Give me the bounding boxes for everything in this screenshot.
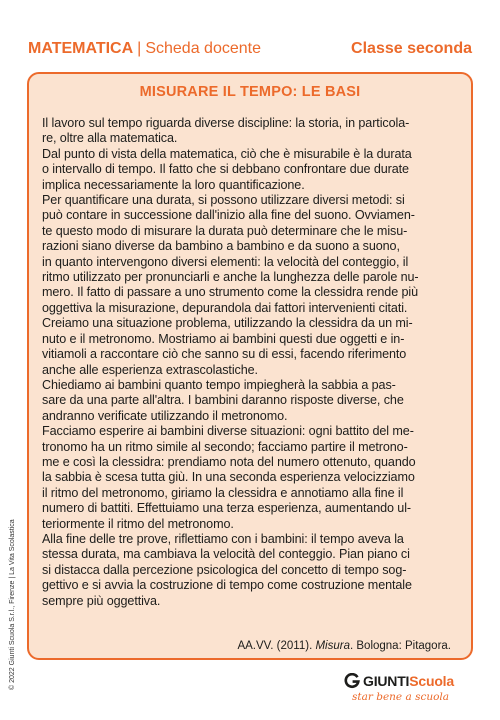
header-subject-group: [28, 40, 261, 58]
text-line: Alla fine delle tre prove, riflettiamo con i bambini: il tempo aveva la: [42, 531, 404, 546]
text-line: il ritmo del metronomo, giriamo la clessidra e annotiamo alla fine il: [42, 485, 404, 500]
card-body: [42, 116, 458, 609]
copyright-notice: © 2022 Giunti Scuola S.r.l., Firenze | La Vita Scolastica: [9, 519, 16, 690]
text-line: te questo modo di misurare la durata può determinare che le misu-: [42, 223, 408, 238]
text-line: si distacca dalla percezione psicologica del concetto di tempo sog-: [42, 562, 407, 577]
reference-work: Misura: [315, 640, 350, 652]
card-title: MISURARE IL TEMPO: LE BASI: [139, 84, 361, 100]
text-line: oggettiva la misurazione, depurandola dai fattori intervenienti citati.: [42, 300, 408, 315]
text-line: può contare in successione dall'inizio alla fine del suono. Ovviamen-: [42, 208, 415, 223]
text-line: mero. Il fatto di passare a uno strumento come la clessidra rende più: [42, 285, 419, 300]
reference-authors: AA.VV. (2011).: [237, 640, 316, 652]
text-line: razioni siano diverse da bambino a bambino e da suono a suono,: [42, 239, 400, 254]
text-line: la sabbia è scesa tutta giù. In una seconda esperienza velocizziamo: [42, 470, 415, 485]
text-line: Facciamo esperire ai bambini diverse situazioni: ogni battito del me-: [42, 424, 414, 439]
text-line: stessa durata, ma cambiava la velocità del conteggio. Pian piano ci: [42, 547, 410, 562]
text-line: sempre più oggettiva.: [42, 593, 161, 608]
sheet-type-label: Scheda docente: [145, 40, 261, 57]
text-line: o intervallo di tempo. Il fatto che si debbano confrontare due durate: [42, 162, 409, 177]
text-line: andranno verificate utilizzando il metronomo.: [42, 408, 288, 423]
giunti-scuola-logo: [344, 672, 474, 712]
text-line: ritmo utilizzato per pronunciarli e anche la lunghezza delle parole nu-: [42, 270, 419, 285]
text-line: Dal punto di vista della matematica, ciò che è misurabile è la durata: [42, 146, 412, 161]
reference-publisher: . Bologna: Pitagora.: [349, 640, 451, 652]
text-line: anche alle esperienza extrascolastiche.: [42, 362, 258, 377]
logo-brand-main: GIUNTI: [363, 673, 410, 689]
giunti-g-icon: [344, 673, 360, 689]
text-line: tronomo ha un ritmo simile al secondo; facciamo partire il metrono-: [42, 439, 408, 454]
text-line: re, oltre alla matematica.: [42, 131, 178, 146]
content-card: [27, 72, 473, 660]
text-line: nuto e il metronomo. Mostriamo ai bambini questi due oggetti e in-: [42, 331, 405, 346]
logo-tagline: star bene a scuola: [352, 691, 450, 703]
page-header: [28, 40, 472, 62]
header-separator: |: [137, 40, 142, 57]
text-line: implica necessariamente la loro quantificazione.: [42, 177, 305, 192]
text-line: me e così la clessidra: prendiamo nota del numero ottenuto, quando: [42, 454, 416, 469]
logo-brand-text: [363, 673, 454, 689]
logo-brand-accent: Scuola: [409, 673, 454, 689]
subject-label: MATEMATICA: [28, 40, 134, 57]
text-line: Per quantificare una durata, si possono utilizzare diversi metodi: si: [42, 193, 405, 208]
text-line: Chiediamo ai bambini quanto tempo impiegherà la sabbia a pas-: [42, 377, 396, 392]
bibliographic-reference: [237, 640, 451, 652]
text-line: Il lavoro sul tempo riguarda diverse discipline: la storia, in particola-: [42, 116, 410, 130]
text-line: teriormente il ritmo del metronomo.: [42, 516, 234, 531]
text-line: Creiamo una situazione problema, utilizzando la clessidra da un mi-: [42, 316, 413, 331]
text-line: gettivo e si avvia la costruzione di tempo come costruzione mentale: [42, 578, 412, 593]
text-line: numero di battiti. Effettuiamo una terza esperienza, aumentando ul-: [42, 501, 412, 516]
text-line: in quanto intervengono diversi elementi: la velocità del conteggio, il: [42, 254, 409, 269]
text-line: vitiamoli a raccontare ciò che sanno su di essi, facendo riferimento: [42, 347, 407, 362]
text-line: sare da una parte all'altra. I bambini daranno risposte diverse, che: [42, 393, 404, 408]
grade-label: Classe seconda: [351, 40, 472, 57]
